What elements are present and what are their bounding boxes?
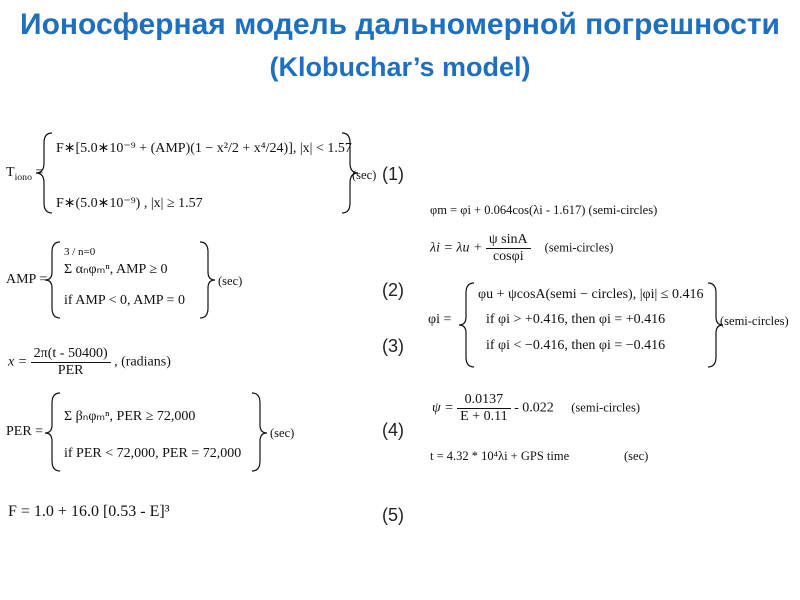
equation-number-4: (4): [382, 420, 404, 440]
t-local-unit: (sec): [624, 449, 649, 463]
psi-denominator: E + 0.11: [460, 409, 508, 424]
amp-case-1: Σ αₙφₘⁿ, AMP ≥ 0: [64, 262, 168, 277]
title-russian: Ионосферная модель дальномерной погрешности: [20, 8, 780, 41]
amp-left-brace: [45, 242, 60, 318]
amp-right-brace: [200, 242, 215, 318]
t-iono-unit: (sec): [352, 168, 377, 182]
psi-tail: - 0.022: [514, 400, 554, 416]
equation-number-1: (1): [382, 164, 404, 184]
lambda-denominator: cosφi: [492, 249, 524, 264]
phi-i-label: φi =: [428, 312, 452, 327]
phi-i-case-2: if φi > +0.416, then φi = +0.416: [486, 312, 666, 327]
equation-number-2: (2): [382, 280, 404, 300]
t-iono-case-1: F∗[5.0∗10⁻⁹ + (AMP)(1 − x²/2 + x⁴/24)], |x| < 1.57: [56, 141, 352, 156]
x-equation: x = $\frac{2\pi(t - 50400)}{\text{PER}}$ , (radians): [8, 346, 171, 378]
per-case-1: Σ βₙφₘⁿ, PER ≥ 72,000: [64, 409, 196, 424]
lambda-unit: (semi-circles): [544, 240, 614, 255]
per-left-brace: [45, 393, 60, 471]
per-label: PER =: [6, 424, 44, 439]
amp-sum-limits: 3 / n=0: [64, 246, 96, 258]
x-denominator: PER: [57, 363, 84, 378]
t-iono-label: $T_{iono}$ =: [6, 165, 44, 183]
equation-number-5: (5): [382, 505, 404, 525]
psi-numerator: 0.0137: [457, 392, 510, 409]
phi-m-equation: φm = φi + 0.064cos(λi - 1.617) (semi-circles): [430, 203, 658, 217]
f-equation: F = 1.0 + 16.0 [0.53 - E]³: [8, 503, 170, 520]
t-local-equation: t = 4.32 * 10⁴λi + GPS time: [430, 449, 570, 463]
phi-i-unit: (semi-circles): [720, 314, 789, 328]
amp-label: AMP =: [6, 272, 48, 287]
title-english: (Klobuchar’s model): [269, 52, 531, 82]
phi-i-case-3: if φi < −0.416, then φi = −0.416: [486, 338, 666, 353]
amp-unit: (sec): [218, 274, 243, 288]
phi-i-left-brace: [459, 283, 474, 367]
phi-i-case-1: φu + ψcosA(semi − circles), |φi| ≤ 0.416: [478, 287, 704, 302]
per-right-brace: [252, 393, 267, 471]
lambda-numerator: ψ sinA: [486, 232, 531, 249]
per-unit: (sec): [270, 426, 295, 440]
lambda-i-equation: λi = λu + $\frac{\text{ψ sinA}}{\cos\varphi i}$ (semi-circles): [430, 232, 614, 264]
t-iono-case-2: F∗(5.0∗10⁻⁹) , |x| ≥ 1.57: [56, 196, 203, 211]
x-unit: , (radians): [114, 354, 171, 370]
psi-equation: ψ = $\frac{0.0137}{E + 0.11}$ - 0.022 (semi-circles): [432, 392, 640, 424]
x-numerator: 2π(t - 50400): [31, 346, 111, 363]
per-case-2: if PER < 72,000, PER = 72,000: [64, 446, 242, 461]
amp-case-2: if AMP < 0, AMP = 0: [64, 293, 185, 308]
psi-unit: (semi-circles): [571, 400, 640, 415]
equation-number-3: (3): [382, 336, 404, 356]
